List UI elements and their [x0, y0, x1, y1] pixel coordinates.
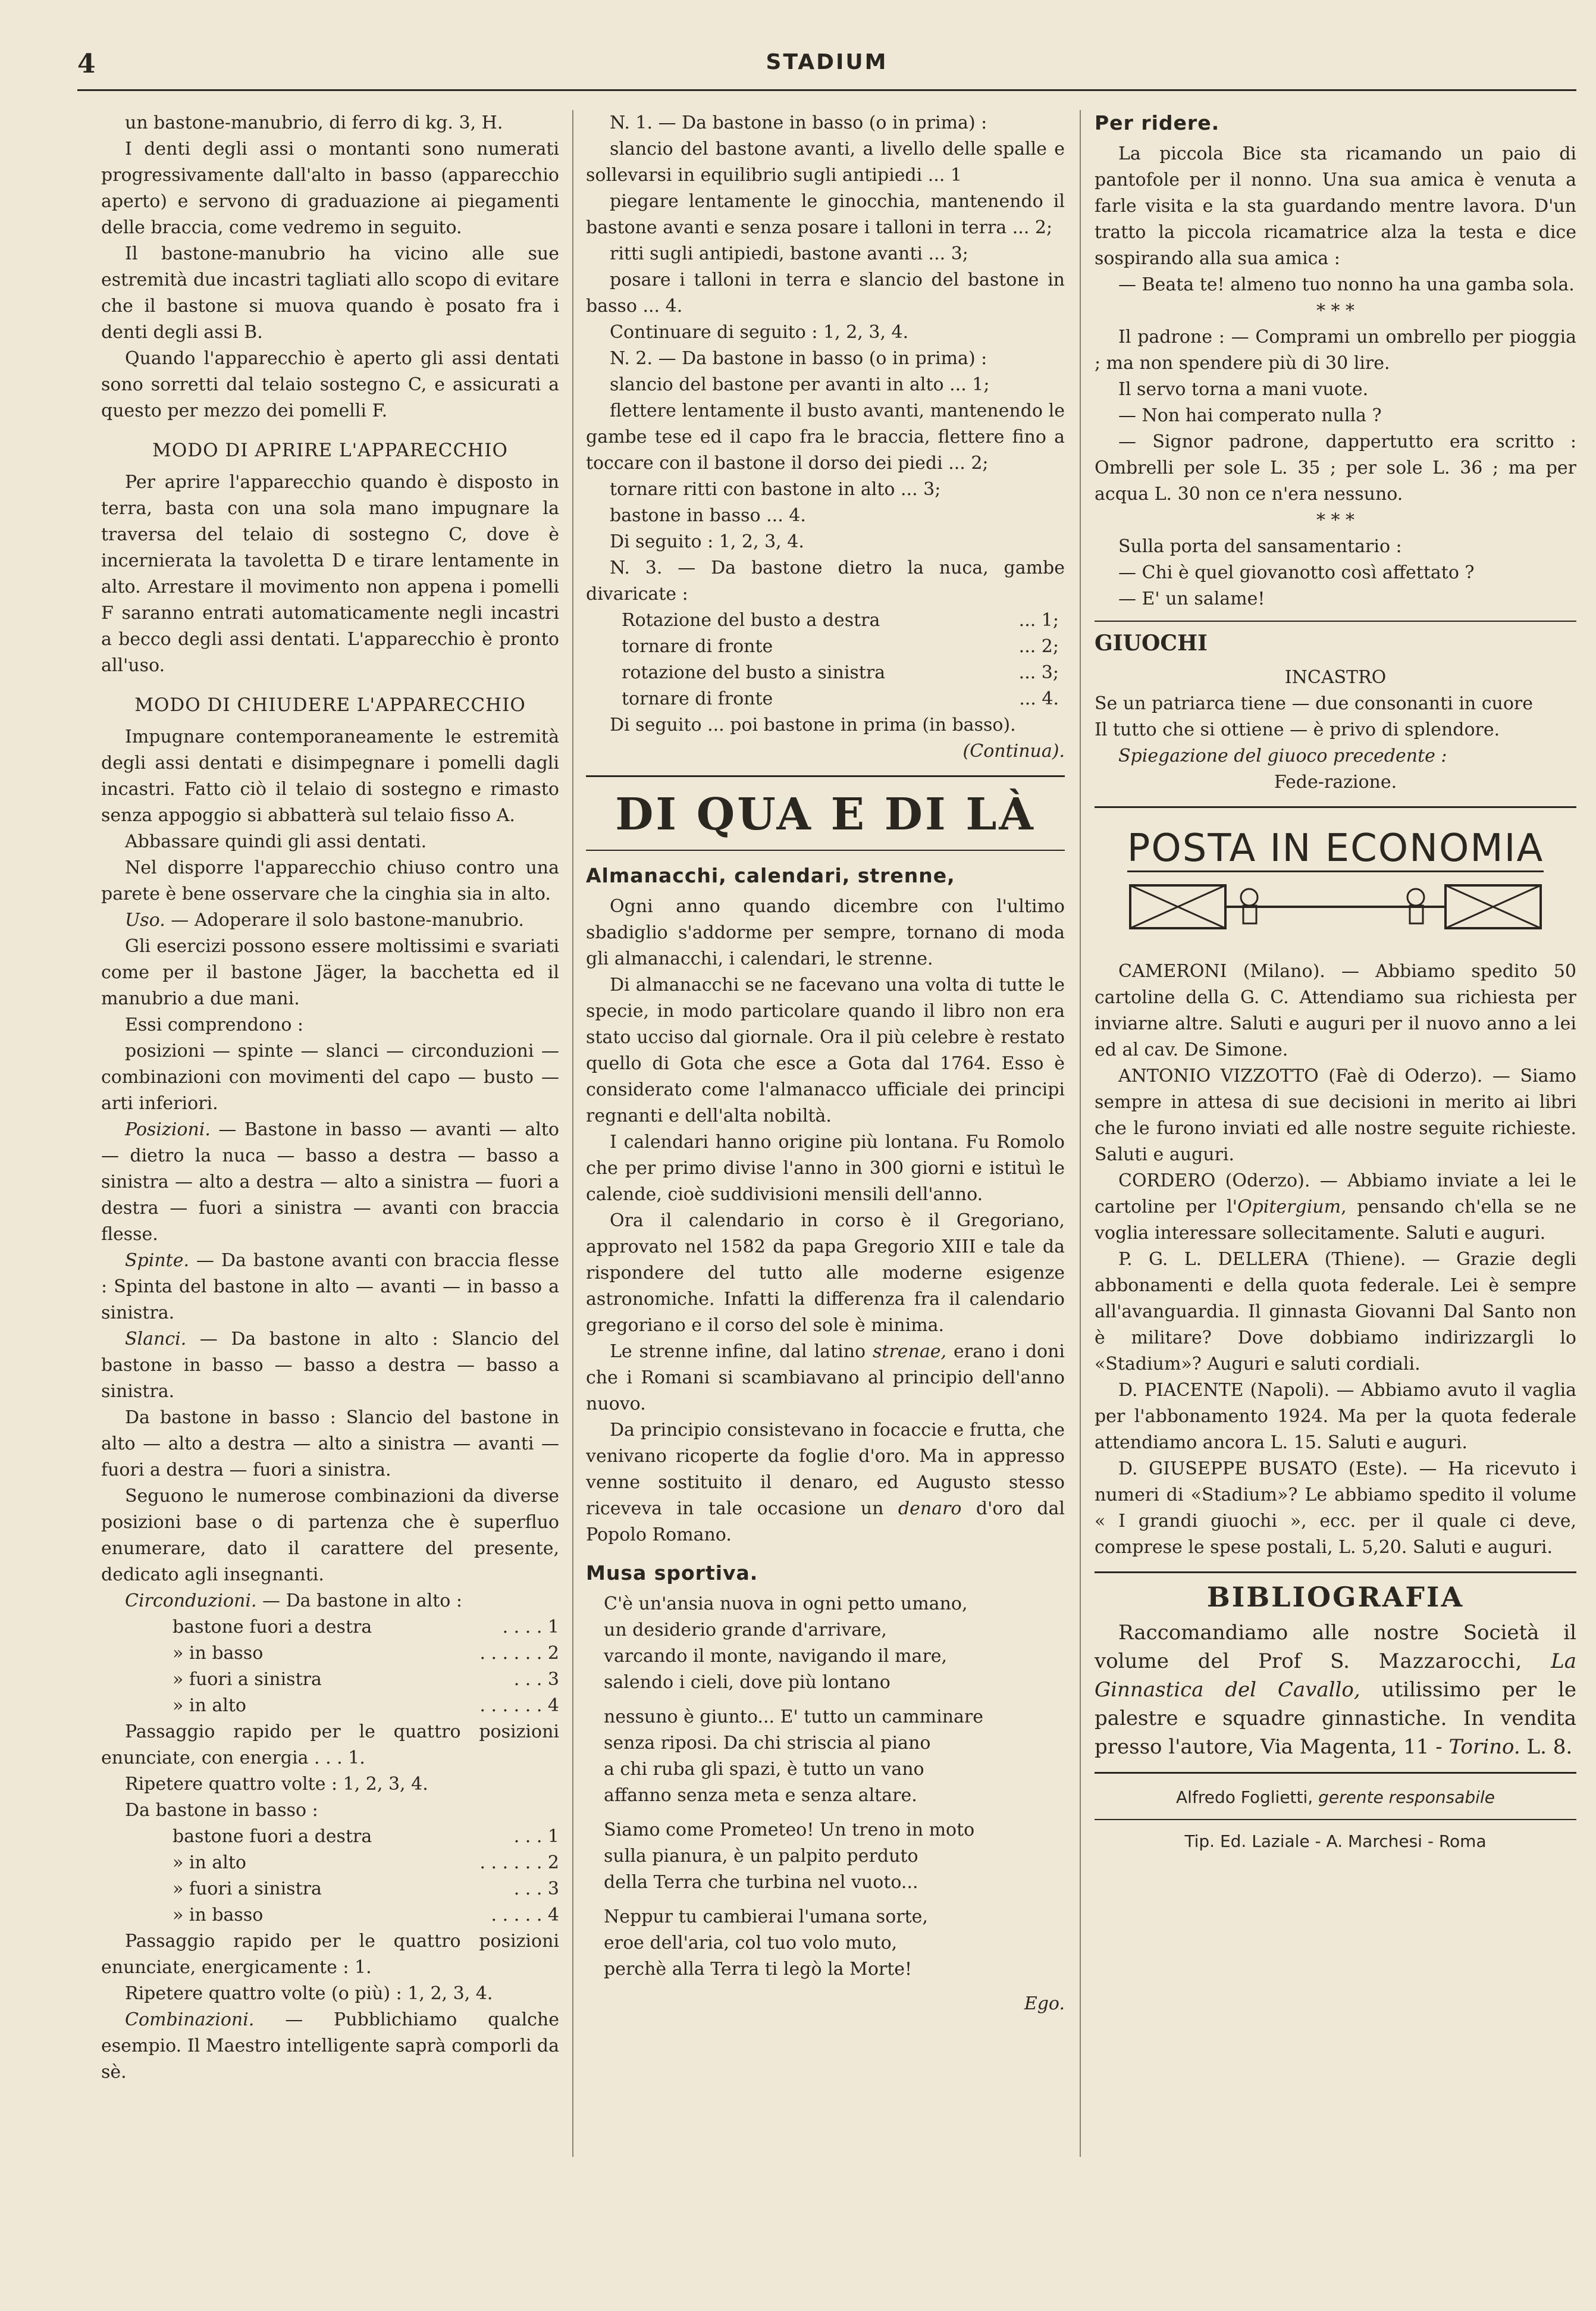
- item-num: . . . . . . 2: [479, 1643, 559, 1664]
- section-heading: MODO DI APRIRE L'APPARECCHIO: [152, 440, 508, 461]
- paragraph: flettere lentamente il busto avanti, mantenendo le gambe tese ed il capo fra le braccia, flettere fino a toccare con il bastone il dorso dei piedi ... 2;: [586, 400, 1065, 474]
- item-label: » in alto: [173, 1695, 246, 1716]
- run-text: — Da bastone avanti con braccia flesse : Spinta del bastone in alto — avanti — in basso a sinistra.: [101, 1250, 559, 1323]
- run-text: — Bastone in basso — avanti — alto — dietro la nuca — basso a destra — basso a sinistra — alto a destra — alto a sinistra — fuori a destra — fuori a sinistra — avanti con braccia flesse.: [101, 1119, 559, 1245]
- exercise-list: [586, 608, 1065, 712]
- puzzle-line: Il tutto che si ottiene — è privo di splendore.: [1095, 719, 1500, 740]
- posta-title-text: POSTA IN ECONOMIA: [1127, 826, 1544, 872]
- section-heading: BIBLIOGRAFIA: [1206, 1581, 1465, 1613]
- item-num: ... 4.: [1019, 688, 1059, 709]
- paragraph: piegare lentamente le ginocchia, mantenendo il bastone avanti e senza posare i talloni in terra ... 2;: [586, 191, 1065, 238]
- paragraph: [586, 1417, 1065, 1548]
- paragraph: [1095, 1618, 1576, 1761]
- run-label: Slanci.: [125, 1329, 187, 1349]
- paragraph: — Beata te! almeno tuo nonno ha una gamba sola.: [1118, 274, 1575, 295]
- mail-entry: CAMERONI (Milano). — Abbiamo spedito 50 cartoline della G. C. Attendiamo sua richiesta per inviarne altre. Saluti e auguri per il nuovo anno a lei ed al cav. De Simone.: [1095, 961, 1576, 1060]
- section-title: DI QUA E DI LÀ: [615, 789, 1036, 840]
- verse-line: Neppur tu cambierai l'umana sorte,: [604, 1906, 928, 1927]
- run-text: — Da bastone in alto :: [256, 1590, 462, 1611]
- paragraph: un bastone-manubrio, di ferro di kg. 3, H.: [125, 112, 503, 133]
- puzzle-solution: Fede-razione.: [1274, 772, 1397, 793]
- list-item: [622, 608, 1059, 634]
- paragraph: slancio del bastone per avanti in alto ... 1;: [610, 374, 990, 395]
- printer-line: Tip. Ed. Laziale - A. Marchesi - Roma: [1184, 1831, 1487, 1851]
- paragraph: I calendari hanno origine più lontana. Fu Romolo che per primo divise l'anno in 300 giorni e istituì le calende, cioè suddivisioni mensili dell'anno.: [586, 1132, 1065, 1205]
- run-text: utilissimo per le palestre e squadre ginnastiche. In vendita presso l'autore, Via Magenta, 11 -: [1095, 1678, 1576, 1759]
- paragraph: Ora il calendario in corso è il Gregoriano, approvato nel 1582 da papa Gregorio XIII e tale da rispondere del tutto alle moderne esigenze astronomiche. Infatti la differenza fra il calendario gregoriano e il corso del sole è minima.: [586, 1210, 1065, 1336]
- paragraph: posare i talloni in terra e slancio del bastone in basso ... 4.: [586, 270, 1065, 317]
- run-label: Posizioni.: [125, 1119, 211, 1140]
- list-item: [173, 1693, 559, 1719]
- exercise-heading: N. 1. — Da bastone in basso (o in prima) :: [610, 112, 987, 133]
- poem: [586, 1591, 1065, 1983]
- list-item: [173, 1640, 559, 1667]
- paragraph: Il servo torna a mani vuote.: [1118, 379, 1369, 400]
- paragraph: Il bastone-manubrio ha vicino alle sue estremità due incastri tagliati allo scopo di evitare che il bastone si muova quando è posato fra i denti degli assi B.: [101, 243, 559, 343]
- header-rule: [77, 89, 1576, 91]
- verse-line: eroe dell'aria, col tuo volo muto,: [604, 1933, 898, 1953]
- item-label: bastone fuori a destra: [173, 1826, 372, 1847]
- mail-entry: D. GIUSEPPE BUSATO (Este). — Ha ricevuto i numeri di «Stadium»? Le abbiamo spedito il volume « I grandi giuochi », ecc. per il quale ci deve, comprese le spese postali, L. 5,20. Saluti e auguri.: [1095, 1458, 1576, 1558]
- section-rule: [586, 850, 1065, 851]
- paragraph: [101, 1326, 559, 1405]
- item-label: » fuori a sinistra: [173, 1669, 322, 1690]
- run-text: — Pubblichiamo qualche esempio. Il Maestro intelligente saprà comporli da sè.: [101, 2009, 559, 2083]
- run-italic: La Ginnastica del Cavallo,: [1095, 1649, 1576, 1702]
- paragraph: Sulla porta del sansamentario :: [1118, 536, 1402, 557]
- item-num: . . . . 1: [502, 1617, 559, 1637]
- section-rule: [1095, 1772, 1576, 1774]
- run-text: Da principio consistevano in focaccie e frutta, che venivano ricoperte da foglie d'oro. Ma in appresso venne sostituito il denaro, ed Augusto stesso riceveva in tale occasione un: [586, 1420, 1065, 1519]
- paragraph: Di seguito ... poi bastone in prima (in basso).: [610, 715, 1016, 735]
- paragraph: Passaggio rapido per le quattro posizioni enunciate, con energia . . . 1.: [101, 1721, 559, 1768]
- paragraph: I denti degli assi o montanti sono numerati progressivamente dall'alto in basso (apparecchio aperto) e servono di graduazione ai piegamenti delle braccia, come vedremo in seguito.: [101, 139, 559, 238]
- paragraph: Ogni anno quando dicembre con l'ultimo sbadiglio s'addorme per sempre, tornano di moda gli almanacchi, i calendari, le strenne.: [586, 896, 1065, 969]
- paragraph: Seguono le numerose combinazioni da diverse posizioni base o di partenza che è superfluo enumerare, dato il carattere del presente, dedicato agli insegnanti.: [101, 1486, 559, 1585]
- separator-stars: * * *: [1316, 300, 1355, 321]
- paragraph: Ripetere quattro volte (o più) : 1, 2, 3, 4.: [125, 1983, 493, 2004]
- verse-line: salendo i cieli, dove più lontano: [604, 1672, 891, 1693]
- paragraph: [101, 1117, 559, 1248]
- run-text: d'oro dal Popolo Romano.: [586, 1498, 1065, 1545]
- list-item: [622, 686, 1059, 712]
- paragraph: Da bastone in basso : Slancio del bastone in alto — alto a destra — alto a sinistra — avanti — fuori a destra — fuori a sinistra.: [101, 1407, 559, 1480]
- stanza: [586, 1591, 1065, 1696]
- exercise-list: [101, 1614, 559, 1719]
- poem-author: Ego.: [1024, 1993, 1065, 2014]
- subsection-heading: Musa sportiva.: [586, 1561, 758, 1584]
- stanza: [586, 1817, 1065, 1896]
- mail-entry: ANTONIO VIZZOTTO (Faè di Oderzo). — Siamo sempre in attesa di sue decisioni in merito ai libri che le furono inviati ed alle nostre seguite richieste. Saluti e auguri.: [1095, 1066, 1576, 1165]
- run-italic: strenae,: [873, 1341, 947, 1362]
- paragraph: Di seguito : 1, 2, 3, 4.: [610, 531, 804, 552]
- item-label: » in basso: [173, 1643, 264, 1664]
- run-text: erano i doni che i Romani si scambiavano al principio dell'anno nuovo.: [586, 1341, 1065, 1414]
- list-item: [173, 1667, 559, 1693]
- list-item: [173, 1614, 559, 1640]
- paragraph: [101, 1248, 559, 1326]
- run-label: Spinte.: [125, 1250, 190, 1271]
- verse-line: varcando il monte, navigando il mare,: [604, 1646, 948, 1667]
- stanza: [586, 1904, 1065, 1983]
- verse-line: della Terra che turbina nel vuoto...: [604, 1872, 918, 1893]
- paragraph: Quando l'apparecchio è aperto gli assi dentati sono sorretti dal telaio sostegno C, e assicurati a questo per mezzo dei pomelli F.: [101, 348, 559, 421]
- verse-line: nessuno è giunto... E' tutto un camminare: [604, 1706, 983, 1727]
- mail-entry: D. PIACENTE (Napoli). — Abbiamo avuto il vaglia per l'abbonamento 1924. Ma per la quota federale attendiamo ancora L. 15. Saluti e auguri.: [1095, 1380, 1576, 1453]
- run-text: ,: [1515, 1649, 1551, 1673]
- exercise-list: [101, 1824, 559, 1928]
- section-rule: [1095, 806, 1576, 808]
- run-text: — Da bastone in alto : Slancio del bastone in basso — basso a destra — basso a sinistra.: [101, 1329, 559, 1402]
- list-item: [173, 1876, 559, 1902]
- column-divider: [572, 110, 573, 2157]
- gerente-name: Alfredo Foglietti,: [1176, 1787, 1313, 1807]
- item-num: . . . 3: [513, 1669, 559, 1690]
- paragraph: [101, 907, 559, 934]
- puzzle-solution-label: Spiegazione del giuoco precedente :: [1118, 746, 1447, 766]
- section-rule: [586, 775, 1065, 777]
- run-text: — Adoperare il solo bastone-manubrio.: [165, 910, 524, 931]
- item-label: rotazione del busto a sinistra: [622, 662, 886, 683]
- item-num: ... 3;: [1018, 662, 1059, 683]
- separator-stars: * * *: [1316, 510, 1355, 531]
- run-label: Circonduzioni.: [125, 1590, 257, 1611]
- item-num: ... 1;: [1018, 610, 1059, 631]
- item-label: » in alto: [173, 1852, 246, 1873]
- paragraph: [101, 1588, 559, 1614]
- paragraph: Gli esercizi possono essere moltissimi e svariati come per il bastone Jäger, la bacchetta ed il manubrio a due mani.: [101, 936, 559, 1009]
- puzzle-line: Se un patriarca tiene — due consonanti in cuore: [1095, 693, 1534, 714]
- verse-line: affanno senza meta e senza altare.: [604, 1785, 917, 1806]
- verse-line: sulla pianura, è un palpito perduto: [604, 1846, 918, 1867]
- column-middle: [586, 110, 1065, 2017]
- continua-note: (Continua).: [962, 741, 1065, 762]
- run-text: CORDERO (Oderzo). — Abbiamo inviate a lei le cartoline per l': [1095, 1170, 1576, 1217]
- verse-line: un desiderio grande d'arrivare,: [604, 1620, 887, 1640]
- masthead: STADIUM: [766, 50, 888, 74]
- paragraph: Nel disporre l'apparecchio chiuso contro una parete è bene osservare che la cinghia sia in alto.: [101, 857, 559, 904]
- paragraph: Passaggio rapido per le quattro posizioni enunciate, energicamente : 1.: [101, 1931, 559, 1978]
- run-italic: denaro: [898, 1498, 962, 1519]
- run-italic: Torino.: [1448, 1735, 1520, 1759]
- run-label: Combinazioni.: [125, 2009, 255, 2030]
- page-number: 4: [77, 49, 96, 79]
- paragraph: La piccola Bice sta ricamando un paio di pantofole per il nonno. Una sua amica è venuta a farle visita e la sta guardando mentre lavora. D'un tratto la piccola ricamatrice alza la testa e dice sospirando alla sua amica :: [1095, 143, 1576, 269]
- mail-entry: [1095, 1168, 1576, 1247]
- gerente-role: gerente responsabile: [1313, 1787, 1495, 1807]
- item-num: . . . . . . 2: [479, 1852, 559, 1873]
- paragraph: bastone in basso ... 4.: [610, 505, 806, 526]
- column-left: [101, 110, 559, 2085]
- paragraph: Impugnare contemporaneamente le estremità degli assi dentati e disimpegnare i pomelli dagli incastri. Fatto ciò il telaio di sostegno e rimasto senza appoggio si abbatterà sul telaio fisso A.: [101, 727, 559, 826]
- paragraph: — Non hai comperato nulla ?: [1118, 405, 1382, 426]
- exercise-heading: N. 3. — Da bastone dietro la nuca, gambe divaricate :: [586, 558, 1065, 605]
- gerente-line: [1095, 1784, 1576, 1811]
- item-num: . . . . . 4: [491, 1905, 559, 1925]
- paragraph: — Chi è quel giovanotto così affettato ?: [1118, 562, 1475, 583]
- section-rule: [1095, 1819, 1576, 1820]
- run-text: L. 8.: [1520, 1735, 1573, 1759]
- paragraph: Di almanacchi se ne facevano una volta di tutte le specie, in modo particolare quando il libro non era stato ucciso dal giornale. Ora il più celebre è restato quello di Gota che esce a Gota dal 1764. Esso è considerato come l'almanacco ufficiale dei principi regnanti e dell'alta nobiltà.: [586, 975, 1065, 1126]
- list-item: [622, 660, 1059, 686]
- item-label: tornare di fronte: [622, 688, 773, 709]
- run-text: , pensando ch'ella se ne voglia interessare sollecitamente. Saluti e auguri.: [1095, 1197, 1576, 1244]
- paragraph: — Signor padrone, dappertutto era scritto : Ombrelli per sole L. 35 ; per sole L. 36 ; ma per acqua L. 30 non ce n'era nessuno.: [1095, 431, 1576, 505]
- paragraph: Da bastone in basso :: [125, 1800, 318, 1821]
- stanza: [586, 1704, 1065, 1809]
- item-label: » in basso: [173, 1905, 264, 1925]
- paragraph: ritti sugli antipiedi, bastone avanti ... 3;: [610, 243, 968, 264]
- verse-line: senza riposi. Da chi striscia al piano: [604, 1733, 931, 1753]
- paragraph: Ripetere quattro volte : 1, 2, 3, 4.: [125, 1774, 428, 1795]
- paragraph: [101, 2007, 559, 2085]
- list-item: [173, 1824, 559, 1850]
- item-num: . . . 3: [513, 1878, 559, 1899]
- paragraph: slancio del bastone avanti, a livello delle spalle e sollevarsi in equilibrio sugli antipiedi ... 1: [586, 139, 1065, 186]
- list-item: [622, 634, 1059, 660]
- verse-line: C'è un'ansia nuova in ogni petto umano,: [604, 1593, 968, 1614]
- paragraph: Per aprire l'apparecchio quando è disposto in terra, basta con una sola mano impugnare la traversa del telaio di sostegno C, dove è incernierata la tavoletta D e tirare lentamente in alto. Arrestare il movimento non appena i pomelli F saranno entrati automaticamente negli incastri a becco degli assi dentati. L'apparecchio è pronto all'uso.: [101, 472, 559, 676]
- posta-banner: [1095, 823, 1576, 947]
- section-rule: [1095, 621, 1576, 622]
- paragraph: Continuare di seguito : 1, 2, 3, 4.: [610, 322, 909, 343]
- section-rule: [1095, 1571, 1576, 1573]
- postal-illustration: [1095, 873, 1576, 939]
- posta-title: [1095, 823, 1576, 873]
- paragraph: posizioni — spinte — slanci — circonduzioni — combinazioni con movimenti del capo — busto — arti inferiori.: [101, 1041, 559, 1114]
- run-text: Le strenne infine, dal latino: [610, 1341, 873, 1362]
- column-right: [1095, 110, 1576, 1855]
- item-num: ... 2;: [1018, 636, 1059, 657]
- paragraph: — E' un salame!: [1118, 588, 1265, 609]
- paragraph: [586, 1339, 1065, 1417]
- list-item: [173, 1902, 559, 1928]
- item-label: tornare di fronte: [622, 636, 773, 657]
- section-heading: GIUOCHI: [1095, 631, 1208, 656]
- column-divider: [1080, 110, 1081, 2157]
- page-header: [77, 49, 1576, 90]
- verse-line: perchè alla Terra ti legò la Morte!: [604, 1959, 913, 1980]
- paragraph: Essi comprendono :: [125, 1014, 304, 1035]
- verse-line: Siamo come Prometeo! Un treno in moto: [604, 1820, 975, 1840]
- subsection-heading: Almanacchi, calendari, strenne,: [586, 864, 955, 887]
- puzzle-title: INCASTRO: [1284, 667, 1387, 688]
- paragraph: Il padrone : — Comprami un ombrello per pioggia ; ma non spendere più di 30 lire.: [1095, 327, 1576, 374]
- mail-entry: P. G. L. DELLERA (Thiene). — Grazie degli abbonamenti e della quota federale. Lei è sempre all'avanguardia. Il ginnasta Giovanni Dal Santo non è militare? Dove dobbiamo indirizzargli lo «Stadium»? Auguri e saluti cordiali.: [1095, 1249, 1576, 1374]
- exercise-heading: N. 2. — Da bastone in basso (o in prima) :: [610, 348, 987, 369]
- item-label: » fuori a sinistra: [173, 1878, 322, 1899]
- section-heading: MODO DI CHIUDERE L'APPARECCHIO: [134, 694, 526, 716]
- item-num: . . . 1: [513, 1826, 559, 1847]
- item-num: . . . . . . 4: [479, 1695, 559, 1716]
- section-heading: Per ridere.: [1095, 111, 1220, 134]
- verse-line: a chi ruba gli spazi, è tutto un vano: [604, 1759, 924, 1780]
- run-italic: Opitergium: [1237, 1197, 1341, 1217]
- item-label: bastone fuori a destra: [173, 1617, 372, 1637]
- list-item: [173, 1850, 559, 1876]
- paragraph: tornare ritti con bastone in alto ... 3;: [610, 479, 941, 500]
- run-text: Raccomandiamo alle nostre Società il volume del Prof S.: [1095, 1621, 1576, 1673]
- item-label: Rotazione del busto a destra: [622, 610, 880, 631]
- paragraph: Abbassare quindi gli assi dentati.: [125, 831, 427, 852]
- run-label: Uso.: [125, 910, 165, 931]
- run-author: Mazzarocchi: [1378, 1649, 1516, 1673]
